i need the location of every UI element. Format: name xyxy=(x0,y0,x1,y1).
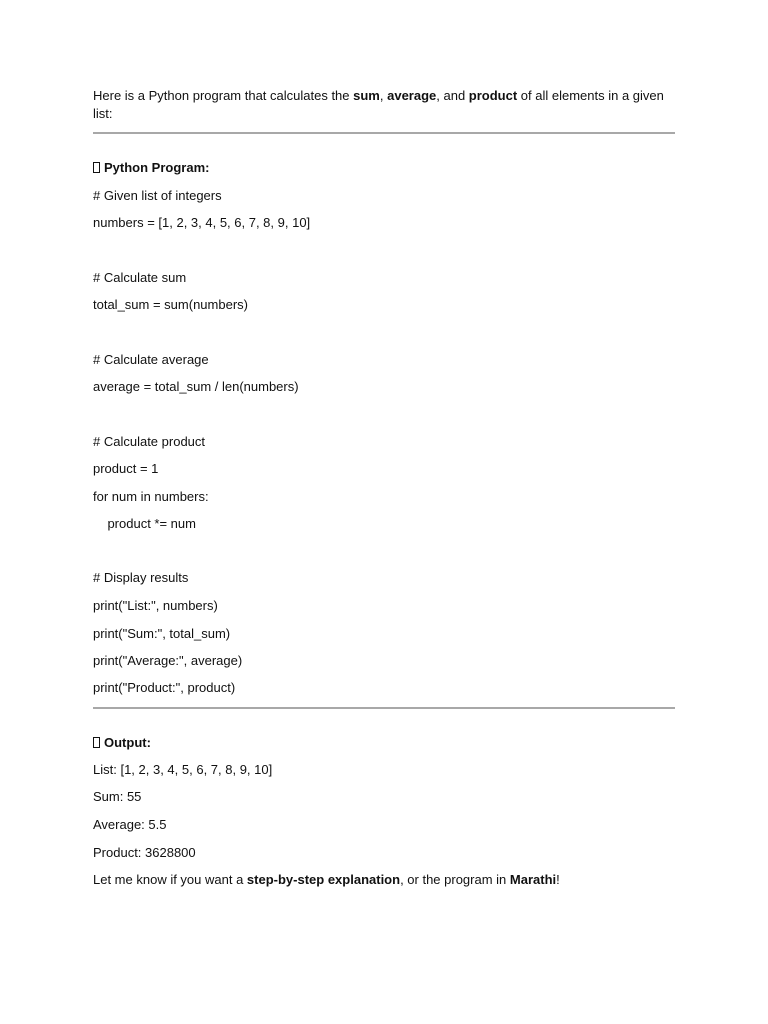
divider xyxy=(93,132,675,134)
code-line: # Calculate product xyxy=(93,434,206,449)
code-line: print("List:", numbers) xyxy=(93,598,218,613)
code-line: # Given list of integers xyxy=(93,188,222,203)
output-line: Sum: 55 xyxy=(93,789,142,804)
output-line: List: [1, 2, 3, 4, 5, 6, 7, 8, 9, 10] xyxy=(93,762,273,777)
intro-sum-bold: sum xyxy=(353,88,380,103)
closing-bold-explanation: step-by-step explanation xyxy=(246,872,401,887)
missing-glyph-icon xyxy=(93,737,100,748)
closing-text: , or the program in xyxy=(400,872,510,887)
code-line: for num in numbers: xyxy=(93,489,209,504)
closing-bold-marathi: Marathi xyxy=(509,872,557,887)
code-line: product = 1 xyxy=(93,461,159,476)
intro-text: , xyxy=(379,88,388,103)
closing-text: ! xyxy=(556,872,560,887)
code-line: # Calculate average xyxy=(93,352,209,367)
closing-text: Let me know if you want a xyxy=(93,872,247,887)
program-heading-text: Python Program: xyxy=(104,160,210,175)
output-heading xyxy=(93,735,151,751)
code-line: average = total_sum / len(numbers) xyxy=(93,379,299,394)
intro-text: Here is a Python program that calculates the xyxy=(93,88,354,103)
output-heading-text: Output: xyxy=(104,735,151,750)
code-line: numbers = [1, 2, 3, 4, 5, 6, 7, 8, 9, 10] xyxy=(93,215,311,230)
intro-product-bold: product xyxy=(468,88,518,103)
code-line: total_sum = sum(numbers) xyxy=(93,297,248,312)
intro-text: of all elements in a given xyxy=(517,88,664,103)
intro-line-1 xyxy=(93,88,664,104)
intro-line-2: list: xyxy=(93,106,113,121)
intro-text: , and xyxy=(436,88,469,103)
output-line: Product: 3628800 xyxy=(93,845,196,860)
missing-glyph-icon xyxy=(93,162,100,173)
code-line: # Display results xyxy=(93,570,189,585)
closing-line xyxy=(93,872,560,888)
intro-average-bold: average xyxy=(387,88,437,103)
code-line: print("Product:", product) xyxy=(93,680,236,695)
program-heading xyxy=(93,160,209,176)
code-line: print("Sum:", total_sum) xyxy=(93,626,231,641)
code-line: product *= num xyxy=(93,516,196,531)
code-line: print("Average:", average) xyxy=(93,653,243,668)
divider xyxy=(93,707,675,709)
output-line: Average: 5.5 xyxy=(93,817,167,832)
code-line: # Calculate sum xyxy=(93,270,187,285)
